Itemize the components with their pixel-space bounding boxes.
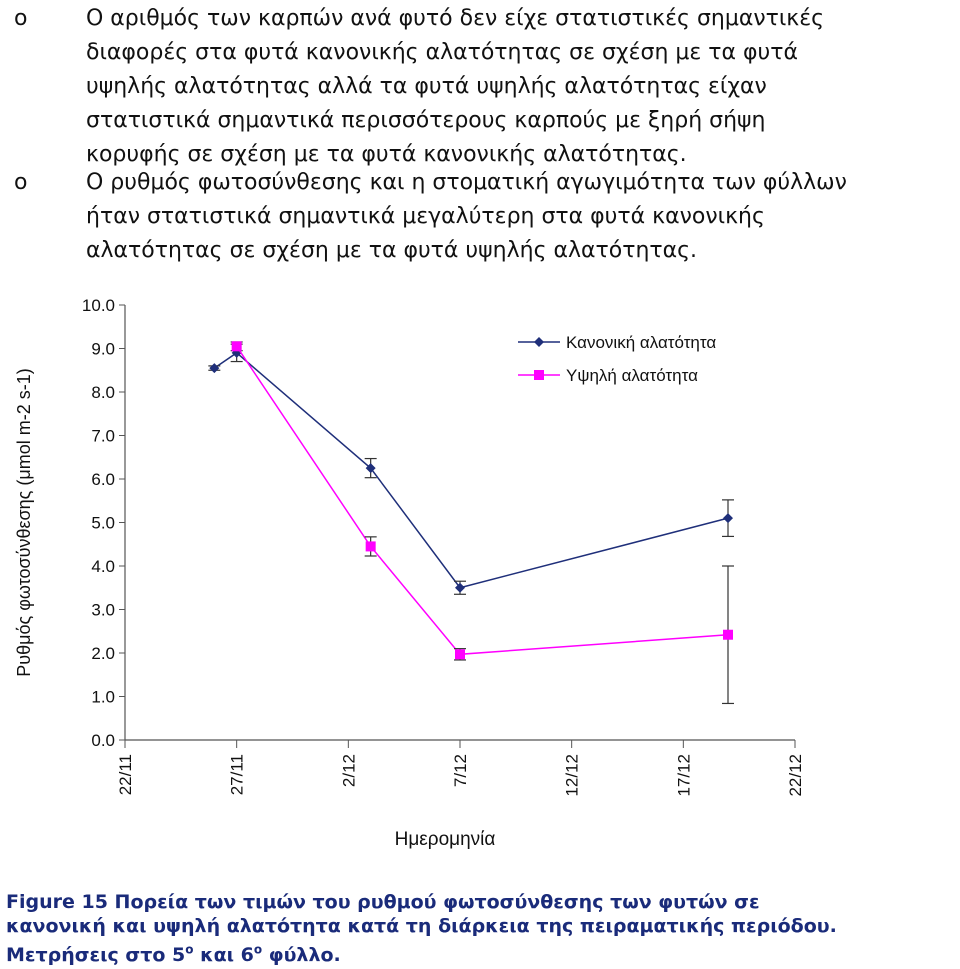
x-tick-label: 12/12 bbox=[562, 754, 582, 797]
data-point bbox=[723, 513, 733, 523]
legend-label: Υψηλή αλατότητα bbox=[566, 366, 698, 385]
x-tick-label: 22/11 bbox=[116, 754, 135, 796]
data-point bbox=[455, 649, 465, 659]
legend-marker bbox=[534, 370, 544, 380]
data-point bbox=[366, 541, 376, 551]
bullet-text: Ο αριθμός των καρπών ανά φυτό δεν είχε στατιστικές σημαντικές διαφορές στα φυτά κανονικής αλατότητας σε σχέση με τα φυτά υψηλής αλατότητας αλλά τα φυτά υψηλής αλατότητας είχαν στατιστικά σημαντικά περισσότερους καρπούς με ξηρή σήψη κορυφής σε σχέση με τα φυτά κανονικής αλατότητας. bbox=[86, 6, 825, 167]
y-tick-label: 7.0 bbox=[91, 426, 115, 446]
y-tick-label: 1.0 bbox=[91, 687, 115, 707]
y-tick-label: 3.0 bbox=[91, 600, 115, 620]
y-tick-label: 2.0 bbox=[91, 644, 115, 663]
x-tick-label: 27/11 bbox=[227, 754, 247, 796]
caption-line-3: Μετρήσεις στο $5^o$ και $6^o$ φύλλο. bbox=[6, 943, 341, 967]
data-point bbox=[723, 630, 733, 640]
x-tick-label: 17/12 bbox=[674, 754, 694, 797]
series-line-2 bbox=[237, 346, 728, 654]
data-point bbox=[209, 363, 219, 373]
data-point bbox=[232, 341, 242, 351]
y-axis-label: Ρυθμός φωτοσύνθεσης (μmol m-2 s-1) bbox=[14, 368, 34, 677]
y-tick-label: 4.0 bbox=[91, 557, 115, 576]
y-tick-label: 9.0 bbox=[91, 339, 115, 359]
bullet-marker: o bbox=[14, 170, 28, 195]
caption-line-2: κανονική και υψηλή αλατότητα κατά τη διάρκεια της πειραματικής περιόδου. bbox=[6, 915, 837, 937]
photosynthesis-chart bbox=[0, 285, 960, 885]
legend-marker bbox=[534, 337, 544, 347]
y-tick-label: 6.0 bbox=[91, 470, 115, 489]
x-axis-label: Ημερομηνία bbox=[394, 829, 496, 850]
legend-label: Κανονική αλατότητα bbox=[566, 333, 717, 352]
y-tick-label: 5.0 bbox=[91, 513, 115, 533]
bullet-marker: o bbox=[14, 6, 28, 31]
y-tick-label: 0.0 bbox=[91, 731, 115, 750]
caption-line-1: Figure 15 Πορεία των τιμών του ρυθμού φωτοσύνθεσης των φυτών σε bbox=[6, 891, 760, 913]
y-tick-label: 10.0 bbox=[81, 296, 115, 315]
x-tick-label: 2/12 bbox=[339, 754, 359, 788]
x-tick-label: 22/12 bbox=[786, 754, 805, 797]
bullet-text: Ο ρυθμός φωτοσύνθεσης και η στοματική αγωγιμότητα των φύλλων ήταν στατιστικά σημαντικά μεγαλύτερη στα φυτά κανονικής αλατότητας σε σχέση με τα φυτά υψηλής αλατότητας. bbox=[86, 170, 847, 263]
y-tick-label: 8.0 bbox=[91, 383, 115, 402]
figure-caption bbox=[6, 890, 956, 967]
x-tick-label: 7/12 bbox=[451, 754, 470, 788]
series-line-1 bbox=[214, 353, 728, 588]
